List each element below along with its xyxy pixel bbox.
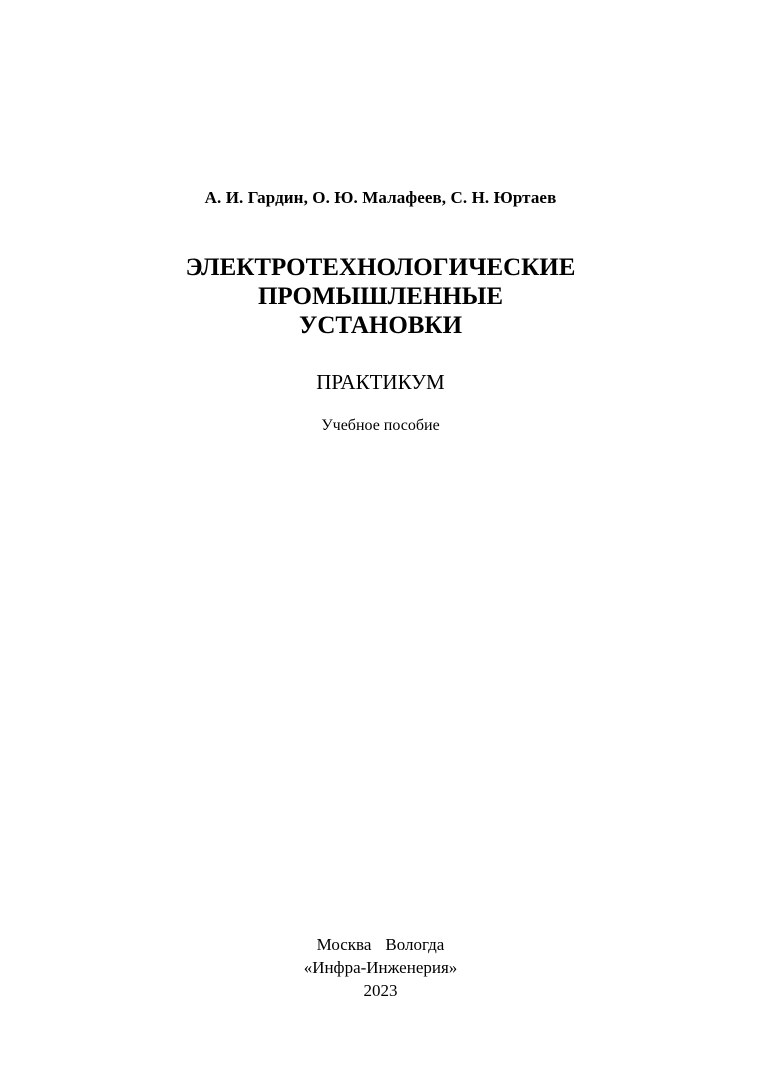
imprint-cities bbox=[0, 933, 761, 956]
book-genre: Учебное пособие bbox=[321, 417, 440, 434]
title-line-3: УСТАНОВКИ bbox=[298, 312, 463, 339]
imprint-year: 2023 bbox=[363, 981, 398, 1000]
book-subtitle: ПРАКТИКУМ bbox=[316, 370, 445, 394]
authors: А. И. Гардин, О. Ю. Малафеев, С. Н. Юртаев bbox=[204, 188, 557, 207]
imprint-publisher: «Инфра-Инженерия» bbox=[303, 958, 458, 977]
imprint bbox=[0, 933, 761, 1002]
imprint-city-vologda: Вологда bbox=[385, 935, 445, 954]
imprint-city-moscow: Москва bbox=[316, 935, 372, 954]
title-line-1: ЭЛЕКТРОТЕХНОЛОГИЧЕСКИЕ bbox=[185, 254, 576, 281]
title-line-2: ПРОМЫШЛЕННЫЕ bbox=[257, 283, 504, 310]
book-title bbox=[0, 253, 761, 340]
